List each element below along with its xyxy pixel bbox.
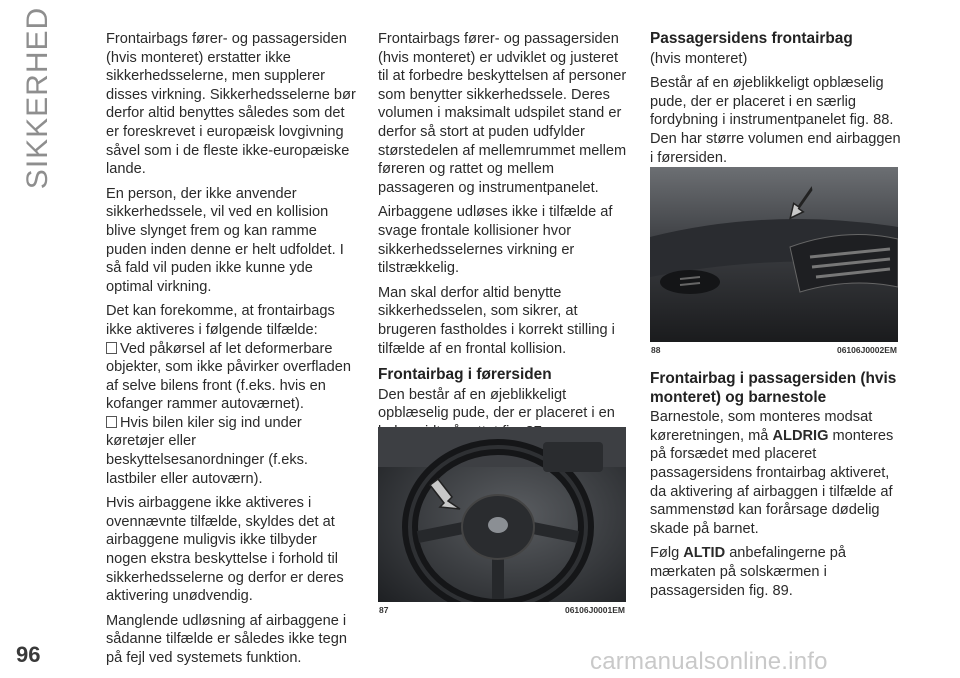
paragraph: Frontairbags fører- og passagersiden (hvis monteret) er udviklet og justeret til at forbedre beskyttelsen af personer som benytter sikkerhedssele. Deres volumen i maksimalt udspilet stand er derfor så stort at puden udfylder størstedelen af mellemrummet mellem føreren og rattet og mellem passageren og instrumentpanelet. — [378, 31, 627, 196]
paragraph: Den består af en øjeblikkeligt opblæselig pude, der er placeret i en — [378, 386, 615, 422]
section-heading: Passagersidens frontairbag — [650, 30, 853, 47]
dashboard-photo — [650, 167, 898, 342]
paragraph: Består af en øjeblikkeligt opblæselig pude, der er placeret i en særlig fordybning i instrumentpanelet fig. 88. Den har større volumen end airbaggen i førersiden. — [650, 75, 901, 166]
subheading: (hvis monteret) — [650, 50, 748, 67]
paragraph: Airbaggene udløses ikke i tilfælde af svage frontale kollisioner hvor sikkerhedsselernes virkning er tilstrækkelig. — [378, 204, 613, 277]
figure-87 — [378, 427, 626, 616]
text-column-2 — [378, 30, 630, 447]
steering-wheel-photo — [378, 427, 626, 602]
bullet-item: Ved påkørsel af let deformerbare objekter, som ikke påvirker overfladen af selve bilens front (f.eks. hvis en kofanger rammer autoværnet). — [106, 340, 358, 414]
paragraph: Frontairbags fører- og passagersiden (hvis monteret) erstatter ikke sikkerhedsselerne, men supplerer disses virkning. Sikkerhedsselerne bør derfor altid benyttes således som det er foreskrevet i europæisk lovgivning såvel som i de fleste ikke-europæiske lande. — [106, 31, 356, 178]
section-side-label: SIKKERHED — [21, 6, 55, 190]
watermark: carmanualsonline.info — [590, 648, 828, 675]
paragraph: Følg ALTID anbefalingerne på mærkaten på solskærmen i passagersiden fig. 89. — [650, 545, 847, 599]
page-number: 96 — [16, 642, 41, 667]
paragraph: Hvis airbaggene ikke aktiveres i ovennævnte tilfælde, skyldes det at airbaggene muligvis ikke tilbyder nogen ekstra beskyttelse i forhold til sikkerhedsselerne og derfor er deres aktivering unødvendig. — [106, 495, 344, 605]
text-column-1 — [106, 30, 358, 674]
section-heading: Frontairbag i passagersiden (hvis monteret) og barnestole — [650, 370, 897, 406]
paragraph: Manglende udløsning af airbaggene i sådanne tilfælde er således ikke tegn på fejl ved systemets funktion. — [106, 612, 347, 666]
figure-caption: 87 06106J0001EM — [379, 605, 625, 615]
section-heading: Frontairbag i førersiden — [378, 366, 552, 384]
paragraph: En person, der ikke anvender sikkerhedssele, vil ved en kollision blive slynget frem og kan ramme puden inden denne er helt udfoldet. I så fald vil puden ikke kunne yde optimal virkning. — [106, 185, 344, 295]
paragraph: Det kan forekomme, at frontairbags ikke aktiveres i følgende tilfælde: — [106, 303, 335, 338]
bullet-item: Hvis bilen kiler sig ind under køretøjer eller beskyttelsesanordninger (f.eks. lastbiler eller autoværn). — [106, 414, 358, 488]
figure-88 — [650, 167, 898, 356]
figure-caption: 88 06106J0002EM — [651, 345, 897, 355]
paragraph: Barnestole, som monteres modsat køreretningen, må ALDRIG monteres på forsædet med placeret passagersidens frontairbag aktiveret, da aktivering af airbaggen i tilfælde af sammenstød kan forårsage dødelig skade på barnet. — [650, 409, 894, 537]
text-column-3 — [650, 30, 902, 173]
text-column-3-lower — [650, 370, 902, 606]
paragraph: Man skal derfor altid benytte sikkerhedsselen, som sikrer, at brugeren fastholdes i korrekt stilling i tilfælde af en frontal kollision. — [378, 284, 615, 357]
